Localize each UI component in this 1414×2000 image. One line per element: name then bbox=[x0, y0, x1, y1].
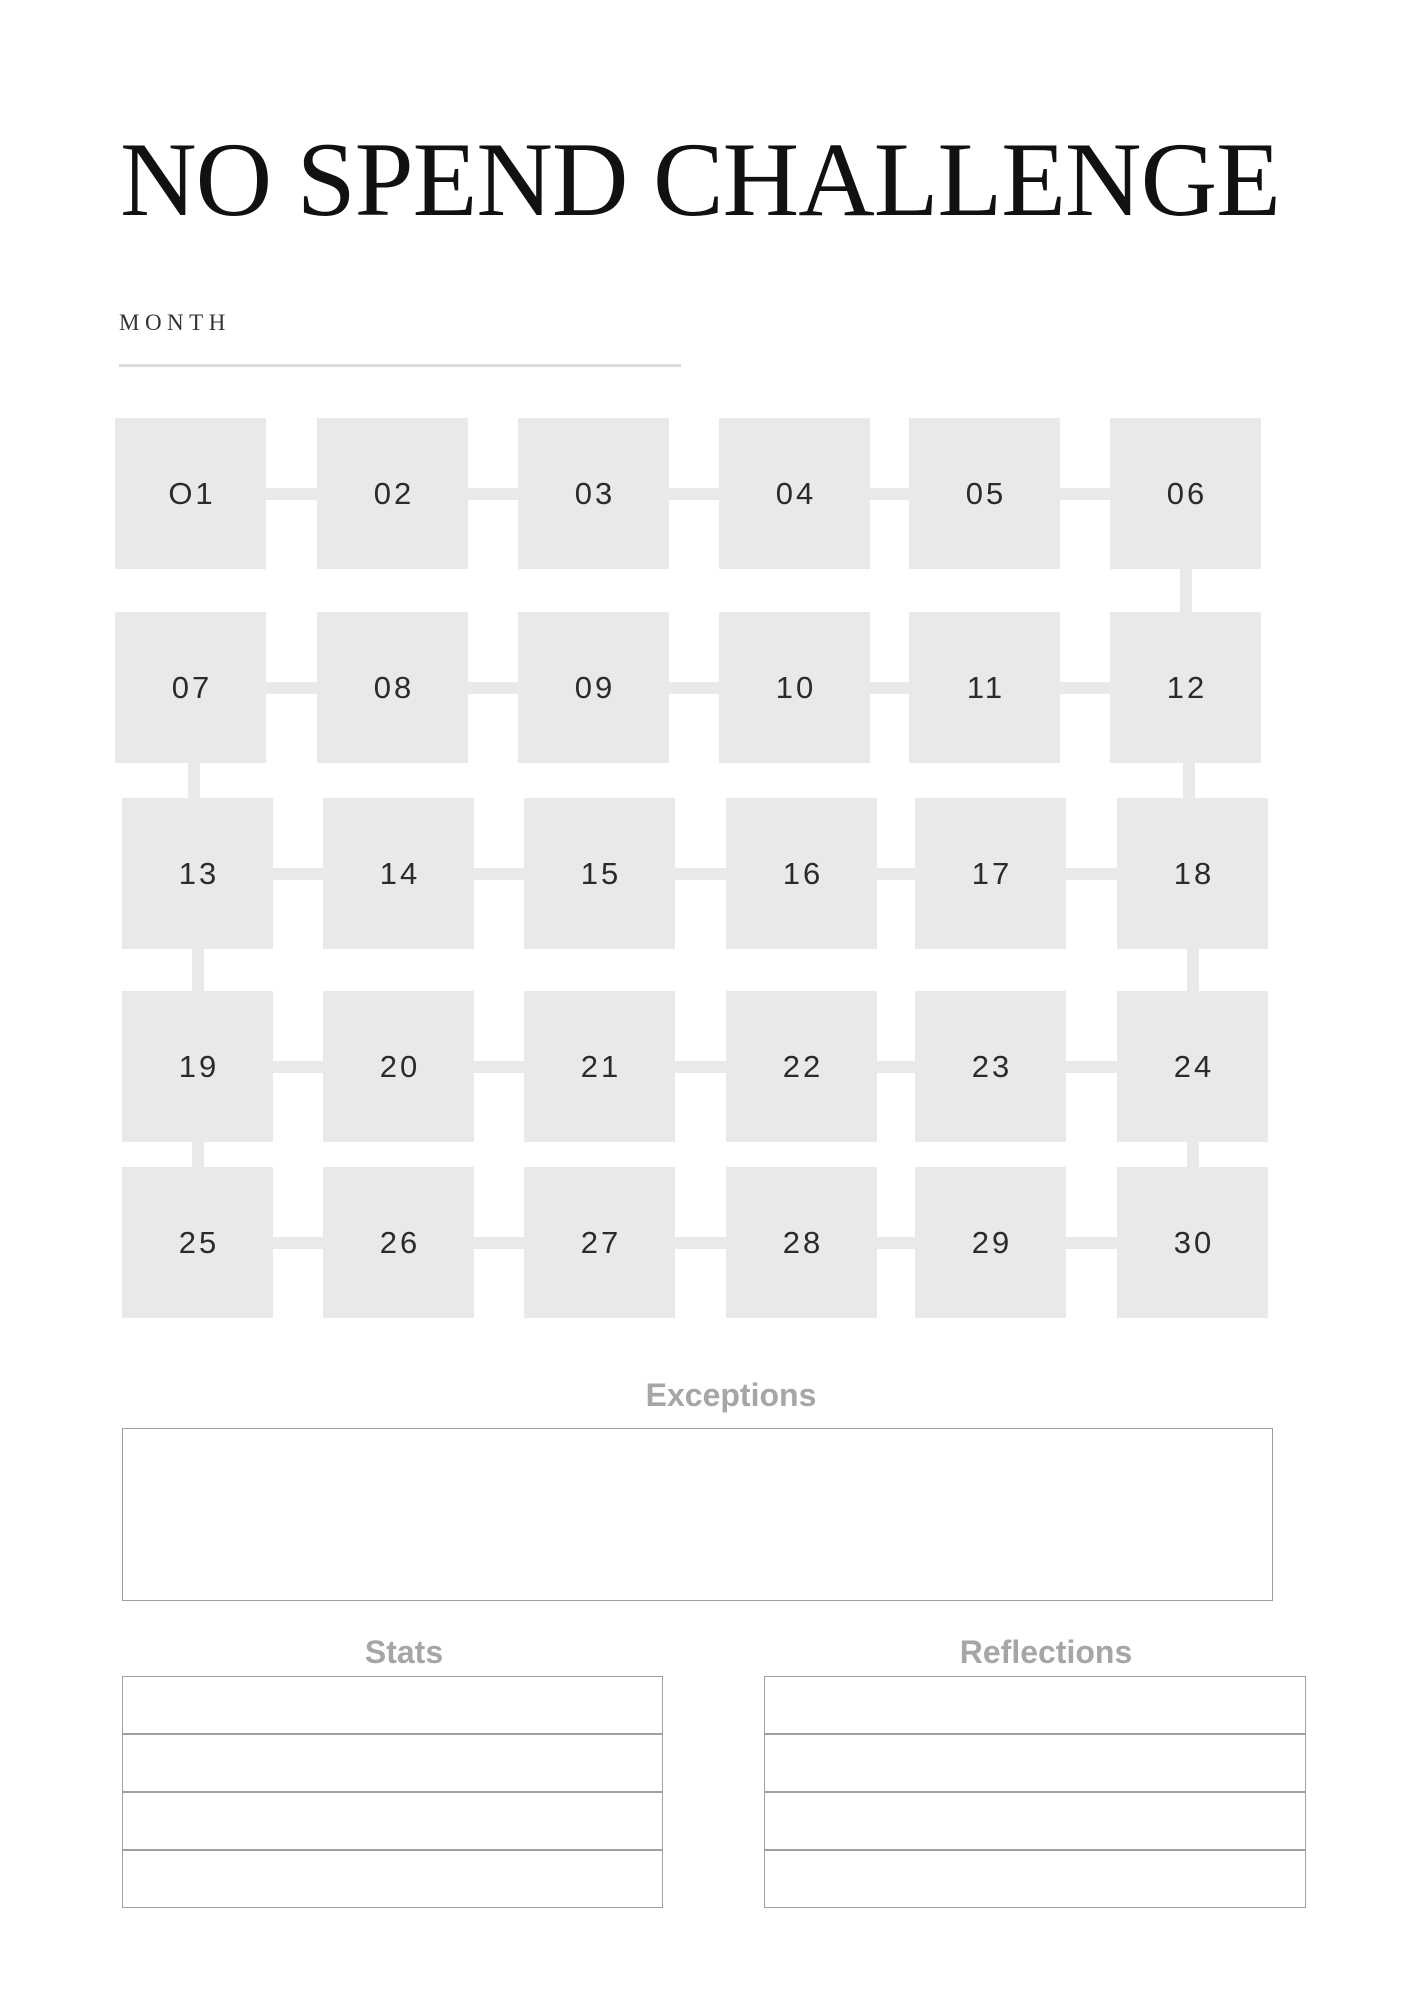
path-connector bbox=[1183, 763, 1195, 798]
day-tile bbox=[115, 612, 266, 763]
stats-table bbox=[122, 1676, 663, 1908]
path-connector bbox=[468, 682, 518, 694]
day-tile bbox=[1117, 1167, 1268, 1318]
day-tile bbox=[719, 612, 870, 763]
day-tile bbox=[1117, 798, 1268, 949]
reflections-heading: Reflections bbox=[959, 1634, 1133, 1670]
reflections-table bbox=[764, 1676, 1306, 1908]
page-title: NO SPEND CHALLENGE bbox=[120, 121, 1280, 238]
day-tile bbox=[726, 991, 877, 1142]
path-connector bbox=[669, 682, 719, 694]
day-tile bbox=[524, 798, 675, 949]
day-number: 04 bbox=[775, 476, 817, 511]
day-number: 24 bbox=[1173, 1049, 1215, 1084]
day-tile bbox=[726, 1167, 877, 1318]
reflections-row bbox=[764, 1676, 1306, 1734]
path-connector bbox=[273, 1237, 323, 1249]
day-number: 19 bbox=[178, 1049, 220, 1084]
day-tile bbox=[518, 612, 669, 763]
day-number: 02 bbox=[373, 476, 415, 511]
path-connector bbox=[669, 488, 719, 500]
day-number: 10 bbox=[775, 670, 817, 705]
exceptions-heading: Exceptions bbox=[645, 1377, 817, 1413]
day-number: 11 bbox=[966, 670, 1006, 705]
path-connector bbox=[675, 868, 726, 880]
reflections-row bbox=[764, 1792, 1306, 1850]
day-number: 27 bbox=[580, 1225, 622, 1260]
day-number: 08 bbox=[373, 670, 415, 705]
day-number: 18 bbox=[1173, 856, 1215, 891]
stats-heading: Stats bbox=[364, 1634, 444, 1670]
stats-row bbox=[122, 1792, 663, 1850]
day-tile bbox=[122, 798, 273, 949]
day-number: 25 bbox=[178, 1225, 220, 1260]
day-tile bbox=[122, 991, 273, 1142]
path-connector bbox=[877, 868, 915, 880]
path-connector bbox=[675, 1237, 726, 1249]
path-connector bbox=[1060, 682, 1110, 694]
reflections-row bbox=[764, 1850, 1306, 1908]
day-tile bbox=[909, 612, 1060, 763]
path-connector bbox=[870, 682, 909, 694]
day-tile bbox=[524, 991, 675, 1142]
day-number: 07 bbox=[171, 670, 213, 705]
day-number: 28 bbox=[782, 1225, 824, 1260]
stats-row bbox=[122, 1734, 663, 1792]
path-connector bbox=[474, 1237, 524, 1249]
day-tile bbox=[915, 991, 1066, 1142]
day-tile bbox=[524, 1167, 675, 1318]
day-number: 09 bbox=[574, 670, 616, 705]
day-tile bbox=[115, 418, 266, 569]
exceptions-box bbox=[122, 1428, 1273, 1601]
day-number: O1 bbox=[168, 476, 216, 511]
path-connector bbox=[1060, 488, 1110, 500]
day-number: 14 bbox=[379, 856, 421, 891]
day-number: 12 bbox=[1166, 670, 1208, 705]
day-number: 29 bbox=[971, 1225, 1013, 1260]
day-tile bbox=[726, 798, 877, 949]
day-number: 20 bbox=[379, 1049, 421, 1084]
reflections-row bbox=[764, 1734, 1306, 1792]
path-connector bbox=[1066, 1061, 1117, 1073]
day-number: 23 bbox=[971, 1049, 1013, 1084]
path-connector bbox=[474, 1061, 524, 1073]
path-connector bbox=[273, 868, 323, 880]
day-tile bbox=[323, 798, 474, 949]
path-connector bbox=[188, 763, 200, 798]
stats-row bbox=[122, 1850, 663, 1908]
day-tile bbox=[915, 1167, 1066, 1318]
day-number: 03 bbox=[574, 476, 616, 511]
day-tile bbox=[518, 418, 669, 569]
path-connector bbox=[468, 488, 518, 500]
month-label: MONTH bbox=[119, 310, 231, 335]
day-number: 15 bbox=[580, 856, 622, 891]
path-connector bbox=[1066, 868, 1117, 880]
day-number: 30 bbox=[1173, 1225, 1215, 1260]
day-tile bbox=[323, 1167, 474, 1318]
day-number: 05 bbox=[965, 476, 1007, 511]
path-connector bbox=[1187, 1142, 1199, 1167]
day-tile bbox=[1117, 991, 1268, 1142]
day-number: 21 bbox=[580, 1049, 622, 1084]
day-number: 22 bbox=[782, 1049, 824, 1084]
day-tile bbox=[317, 612, 468, 763]
path-connector bbox=[1066, 1237, 1117, 1249]
day-number: 17 bbox=[971, 856, 1013, 891]
path-connector bbox=[192, 949, 204, 991]
day-number: 13 bbox=[178, 856, 220, 891]
day-tile bbox=[719, 418, 870, 569]
day-tile bbox=[317, 418, 468, 569]
day-tile bbox=[122, 1167, 273, 1318]
day-number: 26 bbox=[379, 1225, 421, 1260]
path-connector bbox=[266, 682, 317, 694]
path-connector bbox=[266, 488, 317, 500]
path-connector bbox=[1187, 949, 1199, 991]
day-tile bbox=[909, 418, 1060, 569]
day-tile bbox=[323, 991, 474, 1142]
path-connector bbox=[192, 1142, 204, 1167]
path-connector bbox=[474, 868, 524, 880]
day-tile bbox=[1110, 418, 1261, 569]
stats-row bbox=[122, 1676, 663, 1734]
path-connector bbox=[870, 488, 909, 500]
day-tile bbox=[1110, 612, 1261, 763]
path-connector bbox=[877, 1061, 915, 1073]
path-connector bbox=[877, 1237, 915, 1249]
day-number: 06 bbox=[1166, 476, 1208, 511]
path-connector bbox=[1180, 569, 1192, 612]
path-connector bbox=[273, 1061, 323, 1073]
path-connector bbox=[675, 1061, 726, 1073]
day-number: 16 bbox=[782, 856, 824, 891]
day-tile bbox=[915, 798, 1066, 949]
